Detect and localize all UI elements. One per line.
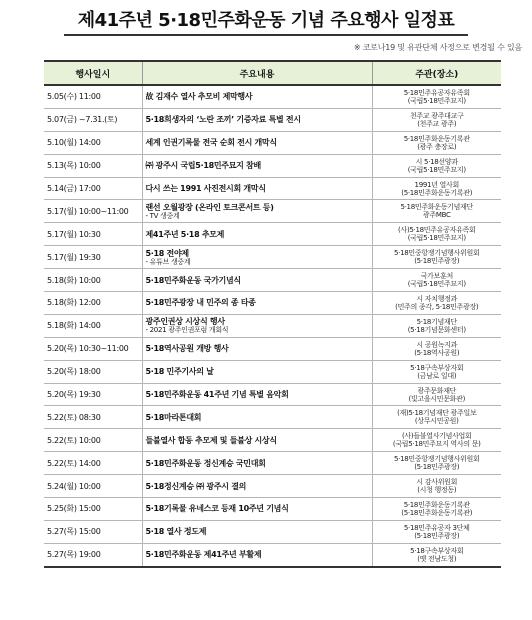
event-title: 5·18민주광장 내 민주의 종 타종 <box>145 298 256 308</box>
host-venue: (5·18역사공원) <box>414 348 460 357</box>
host-organizer: 시 공원녹지과 <box>416 340 458 349</box>
host-organizer: (사)들불열사기념사업회 <box>402 432 472 441</box>
event-subtitle: - TV 생중계 <box>145 211 180 220</box>
event-content <box>142 269 372 292</box>
host-organizer: (사)5·18민주유공자유족회 <box>398 226 476 235</box>
header-content: 주요내용 <box>142 61 372 85</box>
change-notice: ※ 코로나19 및 유관단체 사정으로 변경될 수 있음 <box>353 43 522 52</box>
host-organizer: 5·18구속부상자회 <box>410 363 464 372</box>
event-datetime: 5.18(화) 14:00 <box>44 314 142 337</box>
event-title: 5·18민주화운동 제41주년 부활제 <box>145 550 262 560</box>
host-organizer: 1991년 열사회 <box>414 180 459 189</box>
host-venue: (국립5·18민주묘지) <box>407 165 466 174</box>
host-organizer: 시 자치행정과 <box>416 294 458 303</box>
event-content <box>142 131 372 154</box>
event-datetime: 5.14(금) 17:00 <box>44 177 142 200</box>
host-organizer: 5·18민주화운동기념재단 <box>400 203 474 212</box>
event-host <box>372 85 501 108</box>
host-organizer: 시 감사위원회 <box>416 478 458 487</box>
host-organizer: 천주교 광주대교구 <box>409 111 464 120</box>
table-row <box>44 452 501 475</box>
event-title: 5·18민주화운동 정신계승 국민대회 <box>145 458 266 468</box>
host-venue: (5·18민주화운동기록관) <box>401 188 473 197</box>
event-host <box>372 223 501 246</box>
host-organizer: 5·18구속부상자회 <box>410 546 464 555</box>
host-venue: (민주의 종각, 5·18민주광장) <box>395 302 479 311</box>
host-venue: (옛 전남도청) <box>417 554 457 563</box>
table-row <box>44 475 501 498</box>
event-content <box>142 543 372 566</box>
event-title: 5·18민주화운동 41주년 기념 특별 음악회 <box>145 390 289 400</box>
title-underline <box>64 34 468 36</box>
table-row <box>44 498 501 521</box>
event-content <box>142 406 372 429</box>
event-host <box>372 543 501 566</box>
host-venue: (5·18민주화운동기록관) <box>401 508 473 517</box>
event-host <box>372 269 501 292</box>
host-venue: (빛고을시민문화관) <box>408 394 466 403</box>
event-datetime: 5.10(월) 14:00 <box>44 131 142 154</box>
event-host <box>372 154 501 177</box>
event-content <box>142 154 372 177</box>
host-organizer: 시 5·18선양과 <box>415 157 458 166</box>
host-venue: (국립5·18민주묘지 역사의 문) <box>392 440 481 449</box>
table-row <box>44 269 501 292</box>
event-datetime: 5.17(월) 10:00~11:00 <box>44 200 142 223</box>
event-content <box>142 177 372 200</box>
table-row <box>44 131 501 154</box>
table-row <box>44 85 501 108</box>
table-row <box>44 292 501 315</box>
event-datetime: 5.27(목) 15:00 <box>44 520 142 543</box>
event-host <box>372 177 501 200</box>
event-content <box>142 85 372 108</box>
table-row <box>44 314 501 337</box>
event-title: 광주인권상 시상식 행사 <box>145 317 225 327</box>
event-subtitle: - 유튜브 생중계 <box>145 257 191 266</box>
event-host <box>372 292 501 315</box>
host-venue: (상무시민공원) <box>414 417 459 426</box>
event-content <box>142 292 372 315</box>
event-datetime: 5.22(토) 08:30 <box>44 406 142 429</box>
header-date: 행사일시 <box>44 61 142 85</box>
table-row <box>44 154 501 177</box>
host-organizer: 5·18민주화운동기록관 <box>403 134 470 143</box>
host-venue: (국립5·18민주묘지) <box>407 280 466 289</box>
event-datetime: 5.22(토) 10:00 <box>44 429 142 452</box>
event-title: 다시 쓰는 1991 사진전시회 개막식 <box>145 184 266 193</box>
host-organizer: 5·18민중항쟁기념행사위원회 <box>394 455 480 464</box>
event-datetime: 5.07(금) ~7.31.(토) <box>44 108 142 131</box>
host-venue: (광주 충장로) <box>417 142 457 151</box>
event-title: 제41주년 5·18 추모제 <box>145 229 225 239</box>
event-title: ㈜ 광주시 국립5·18민주묘지 참배 <box>145 161 261 171</box>
header-host: 주관(장소) <box>372 61 501 85</box>
event-datetime: 5.17(월) 19:30 <box>44 246 142 269</box>
event-datetime: 5.20(목) 18:00 <box>44 360 142 383</box>
event-host <box>372 383 501 406</box>
event-host <box>372 360 501 383</box>
event-datetime: 5.22(토) 14:00 <box>44 452 142 475</box>
host-organizer: 5·18민주유공자유족회 <box>403 88 470 97</box>
event-host <box>372 406 501 429</box>
event-content <box>142 200 372 223</box>
event-host <box>372 246 501 269</box>
event-content <box>142 429 372 452</box>
host-venue: (시청 행정동) <box>417 486 457 495</box>
host-organizer: 5·18민주화운동기록관 <box>403 500 470 509</box>
event-title: 5·18마라톤대회 <box>145 412 202 422</box>
event-title: 5·18희생자의 ‘노란 조끼’ 기증자료 특별 전시 <box>145 115 301 125</box>
schedule-table <box>44 60 501 568</box>
host-venue: (5·18기념문화센터) <box>407 325 466 334</box>
table-row <box>44 200 501 223</box>
table-row <box>44 177 501 200</box>
event-content <box>142 383 372 406</box>
event-title: 5·18역사공원 개방 행사 <box>145 344 229 354</box>
table-row <box>44 383 501 406</box>
event-datetime: 5.18(화) 12:00 <box>44 292 142 315</box>
event-host <box>372 475 501 498</box>
table-header-row <box>44 61 501 85</box>
event-host <box>372 108 501 131</box>
host-venue: (국립5·18민주묘지) <box>407 96 466 105</box>
event-content <box>142 314 372 337</box>
host-venue: (5·18민주광장) <box>414 531 460 540</box>
host-organizer: (재)5·18기념재단 광주일보 <box>397 409 477 418</box>
event-title: 들불열사 합동 추모제 및 들불상 시상식 <box>145 435 277 445</box>
event-datetime: 5.20(목) 10:30~11:00 <box>44 337 142 360</box>
event-title: 故 김재수 열사 추모비 제막행사 <box>145 92 253 102</box>
host-venue: 광주MBC <box>422 211 451 220</box>
table-row <box>44 108 501 131</box>
event-host <box>372 498 501 521</box>
event-datetime: 5.25(화) 15:00 <box>44 498 142 521</box>
event-content <box>142 452 372 475</box>
event-content <box>142 475 372 498</box>
event-datetime: 5.20(목) 19:30 <box>44 383 142 406</box>
host-organizer: 5·18민중항쟁기념행사위원회 <box>394 249 480 258</box>
event-content <box>142 223 372 246</box>
event-datetime: 5.17(월) 10:30 <box>44 223 142 246</box>
table-row <box>44 406 501 429</box>
event-datetime: 5.27(목) 19:00 <box>44 543 142 566</box>
event-host <box>372 337 501 360</box>
host-venue: (천주교 광주) <box>417 119 457 128</box>
page-title: 제41주년 5·18민주화운동 기념 주요행사 일정표 <box>77 10 455 31</box>
event-host <box>372 520 501 543</box>
event-datetime: 5.13(목) 10:00 <box>44 154 142 177</box>
table-row <box>44 429 501 452</box>
table-row <box>44 337 501 360</box>
table-row <box>44 246 501 269</box>
event-host <box>372 200 501 223</box>
host-venue: (금남로 일대) <box>417 371 457 380</box>
event-content <box>142 246 372 269</box>
table-row <box>44 360 501 383</box>
host-organizer: 5·18민주유공자 3단체 <box>403 523 470 532</box>
event-title: 5·18민주화운동 국가기념식 <box>145 275 241 285</box>
event-host <box>372 131 501 154</box>
table-row <box>44 520 501 543</box>
event-content <box>142 520 372 543</box>
host-organizer: 5·18기념재단 <box>416 317 457 326</box>
event-subtitle: - 2021 광주인권포럼 개회식 <box>145 326 229 335</box>
host-organizer: 국가보훈처 <box>420 272 453 281</box>
event-title: 5·18 전야제 <box>145 248 189 258</box>
event-title: 5·18정신계승 ㈜ 광주시 결의 <box>145 481 247 491</box>
event-content <box>142 360 372 383</box>
table-row <box>44 543 501 566</box>
event-content <box>142 108 372 131</box>
event-datetime: 5.18(화) 10:00 <box>44 269 142 292</box>
table-row <box>44 223 501 246</box>
host-venue: (5·18민주광장) <box>414 463 460 472</box>
event-host <box>372 314 501 337</box>
event-datetime: 5.05(수) 11:00 <box>44 85 142 108</box>
event-title: 5·18 열사 정도제 <box>145 527 207 537</box>
host-venue: (5·18민주광장) <box>414 257 460 266</box>
event-title: 세계 인권기록물 전국 순회 전시 개막식 <box>145 138 277 148</box>
event-title: 5·18기록물 유네스코 등재 10주년 기념식 <box>145 504 289 514</box>
event-host <box>372 429 501 452</box>
event-host <box>372 452 501 475</box>
event-content <box>142 337 372 360</box>
host-organizer: 광주문화재단 <box>417 386 457 395</box>
event-title: 랜선 오월광장 (온라인 토크콘서트 등) <box>145 202 274 212</box>
event-content <box>142 498 372 521</box>
event-title: 5·18 민주기사의 날 <box>145 367 214 377</box>
event-datetime: 5.24(월) 10:00 <box>44 475 142 498</box>
host-venue: (국립5·18민주묘지) <box>407 234 466 243</box>
